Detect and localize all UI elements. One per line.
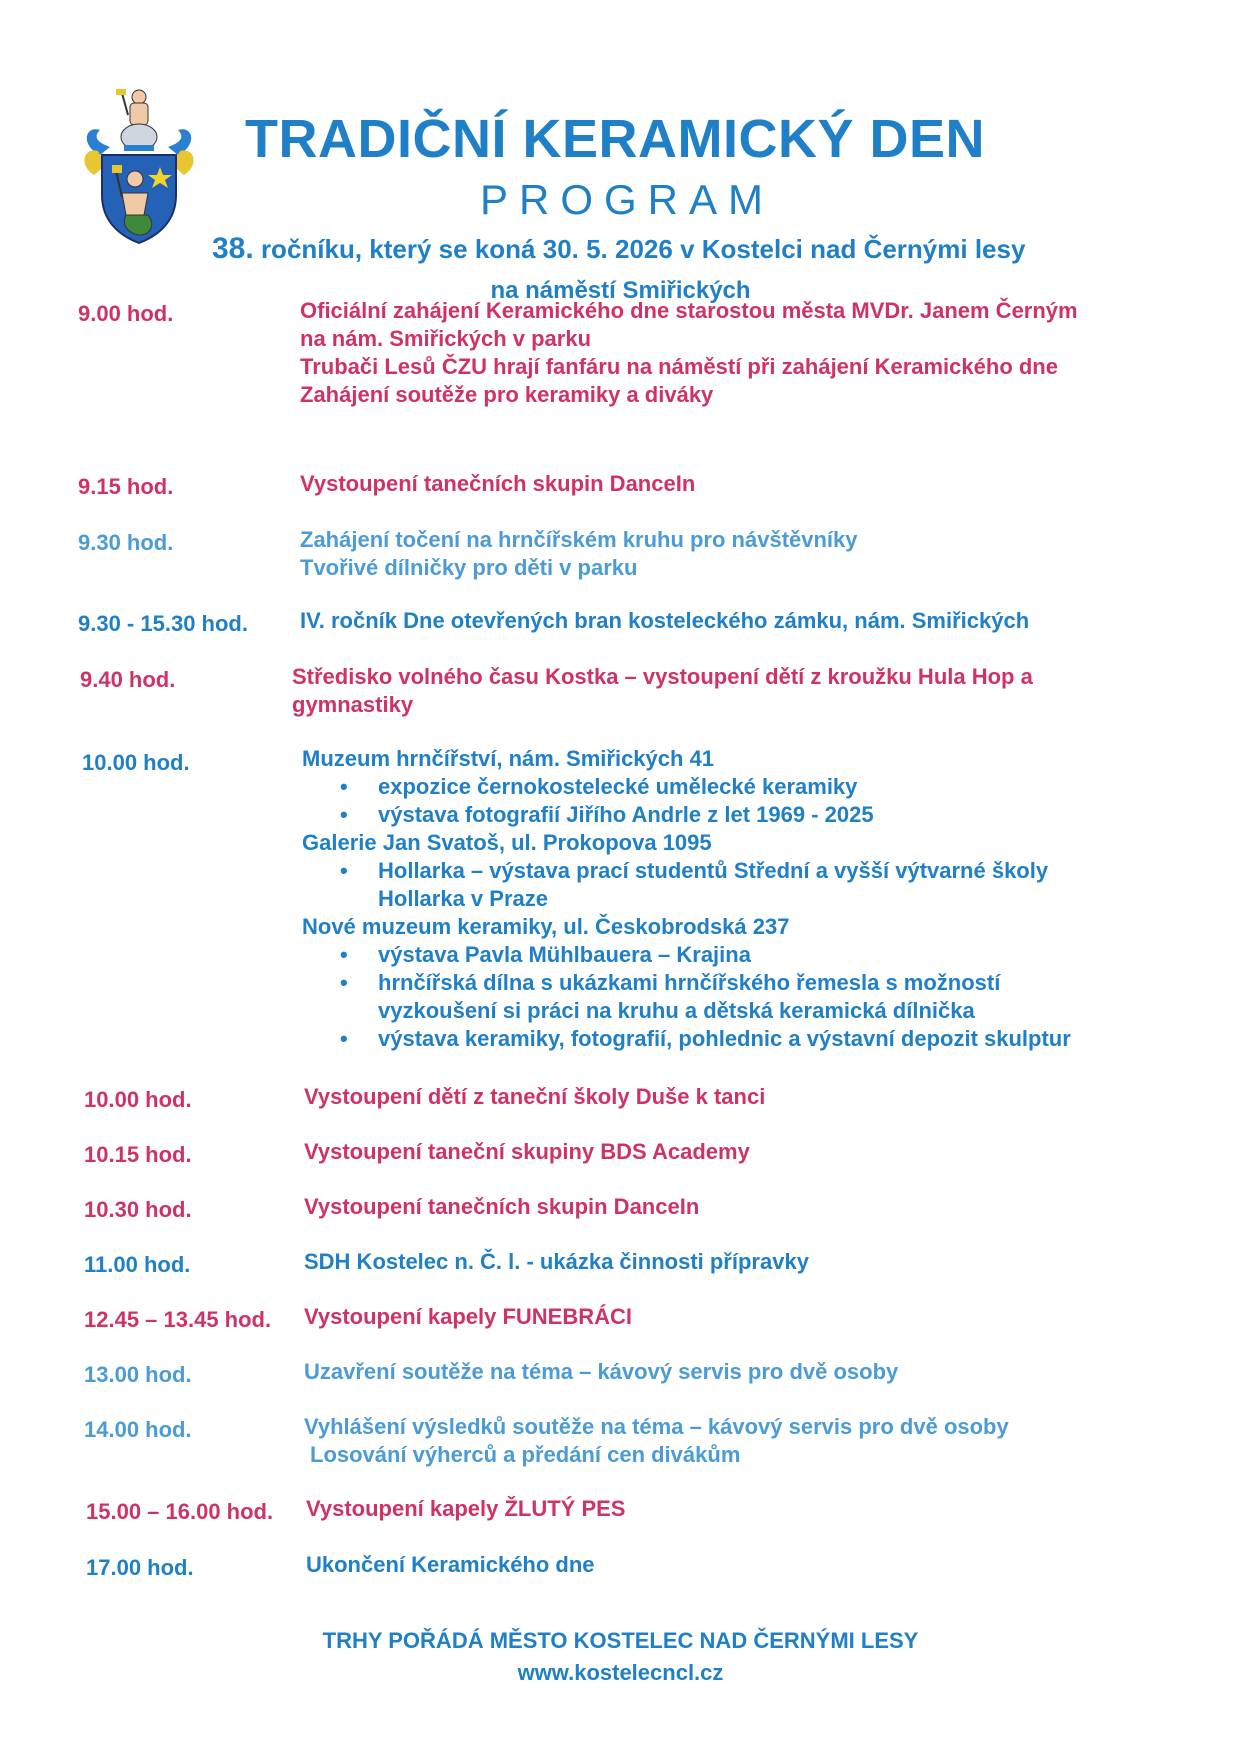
bullet-icon: • — [340, 774, 348, 799]
program-description — [300, 607, 1029, 635]
list-item: • hrnčířská dílna s ukázkami hrnčířského řemesla s možností — [340, 970, 1001, 995]
program-time: 11.00 hod. — [84, 1252, 191, 1277]
bullet-icon: • — [340, 1026, 348, 1051]
website-link[interactable]: www.kostelecncl.cz — [517, 1660, 724, 1685]
program-line: Zahájení soutěže pro keramiky a diváky — [300, 382, 714, 407]
program-description — [300, 470, 695, 498]
edition-number: 38. — [212, 232, 254, 265]
program-time: 10.15 hod. — [84, 1142, 192, 1167]
program-line: Trubači Lesů ČZU hrají fanfáru na náměstí při zahájení Keramického dne — [300, 354, 1058, 379]
program-description — [304, 1248, 809, 1276]
venue-name: Galerie Jan Svatoš, ul. Prokopova 1095 — [302, 830, 712, 855]
program-time: 9.30 - 15.30 hod. — [78, 611, 248, 636]
bullet-icon: • — [340, 802, 348, 827]
program-description — [304, 1193, 699, 1221]
program-line: Zahájení točení na hrnčířském kruhu pro návštěvníky — [300, 527, 858, 552]
venue-name: Nové muzeum keramiky, ul. Českobrodská 237 — [302, 914, 790, 939]
program-time: 9.30 hod. — [78, 530, 174, 555]
program-line: Vystoupení taneční skupiny BDS Academy — [304, 1139, 750, 1164]
program-line: na nám. Smiřických v parku — [300, 326, 592, 351]
program-line: Uzavření soutěže na téma – kávový servis pro dvě osoby — [304, 1359, 899, 1384]
program-line: Oficiální zahájení Keramického dne starostou města MVDr. Janem Černým — [300, 298, 1078, 323]
program-description — [306, 1551, 595, 1579]
list-item-continuation: vyzkoušení si práci na kruhu a dětská keramická dílnička — [378, 998, 975, 1023]
program-line: Vyhlášení výsledků soutěže na téma – kávový servis pro dvě osoby — [304, 1414, 1009, 1439]
bullet-icon: • — [340, 942, 348, 967]
program-line: Ukončení Keramického dne — [306, 1552, 595, 1577]
program-description — [306, 1495, 625, 1523]
list-item: • výstava fotografií Jiřího Andrle z let 1969 - 2025 — [340, 802, 874, 827]
list-item: • Hollarka – výstava prací studentů Střední a vyšší výtvarné školy — [340, 858, 1049, 883]
program-time: 12.45 – 13.45 hod. — [84, 1307, 272, 1332]
program-description — [292, 663, 1033, 719]
program-description — [300, 526, 858, 582]
program-time: 9.40 hod. — [80, 667, 176, 692]
program-line: Vystoupení tanečních skupin DanceIn — [300, 471, 696, 496]
list-item: • výstava keramiky, fotografií, pohlednic a výstavní depozit skulptur — [340, 1026, 1071, 1051]
program-time: 10.30 hod. — [84, 1197, 192, 1222]
list-item: • výstava Pavla Mühlbauera – Krajina — [340, 942, 751, 967]
program-time: 17.00 hod. — [86, 1555, 194, 1580]
program-line: Vystoupení kapely ŽLUTÝ PES — [306, 1496, 626, 1521]
program-line: Vystoupení tanečních skupin DanceIn — [304, 1194, 700, 1219]
program-line: SDH Kostelec n. Č. l. - ukázka činnosti přípravky — [304, 1249, 809, 1274]
program-description — [304, 1083, 765, 1111]
program-time: 15.00 – 16.00 hod. — [86, 1499, 274, 1524]
bullet-icon: • — [340, 970, 348, 995]
edition-text: ročníku, který se koná 30. 5. 2026 v Kostelci nad Černými lesy — [253, 234, 1026, 264]
page-title: TRADIČNÍ KERAMICKÝ DEN — [245, 109, 985, 169]
page-subtitle: PROGRAM — [480, 176, 775, 223]
program-line: IV. ročník Dne otevřených bran kosteleckého zámku, nám. Smiřických — [300, 608, 1030, 633]
program-description — [304, 1303, 632, 1331]
program-description — [300, 297, 1078, 409]
program-line: Vystoupení dětí z taneční školy Duše k tanci — [304, 1084, 766, 1109]
program-line: Losování výherců a předání cen divákům — [310, 1442, 741, 1467]
edition-line — [212, 232, 1025, 266]
program-description — [302, 745, 1071, 1053]
program-description — [304, 1138, 750, 1166]
program-line: Vystoupení kapely FUNEBRÁCI — [304, 1304, 633, 1329]
program-line: Středisko volného času Kostka – vystoupení dětí z kroužku Hula Hop a — [292, 664, 1033, 689]
program-time: 9.15 hod. — [78, 474, 174, 499]
program-line: Tvořivé dílničky pro děti v parku — [300, 555, 638, 580]
program-time: 10.00 hod. — [84, 1087, 192, 1112]
program-time: 10.00 hod. — [82, 750, 190, 775]
coat-of-arms-icon — [80, 85, 198, 245]
list-item: • expozice černokostelecké umělecké keramiky — [340, 774, 858, 799]
list-item-continuation: Hollarka v Praze — [378, 886, 548, 911]
venue-name: Muzeum hrnčířství, nám. Smiřických 41 — [302, 746, 715, 771]
program-line: gymnastiky — [292, 692, 414, 717]
organizer-note: TRHY POŘÁDÁ MĚSTO KOSTELEC NAD ČERNÝMI LESY — [322, 1628, 919, 1653]
bullet-icon: • — [340, 858, 348, 883]
event-place: na náměstí Smiřických — [490, 277, 751, 304]
program-description — [304, 1413, 1009, 1469]
program-time: 9.00 hod. — [78, 301, 174, 326]
program-time: 14.00 hod. — [84, 1417, 192, 1442]
program-time: 13.00 hod. — [84, 1362, 192, 1387]
program-description — [304, 1358, 898, 1386]
